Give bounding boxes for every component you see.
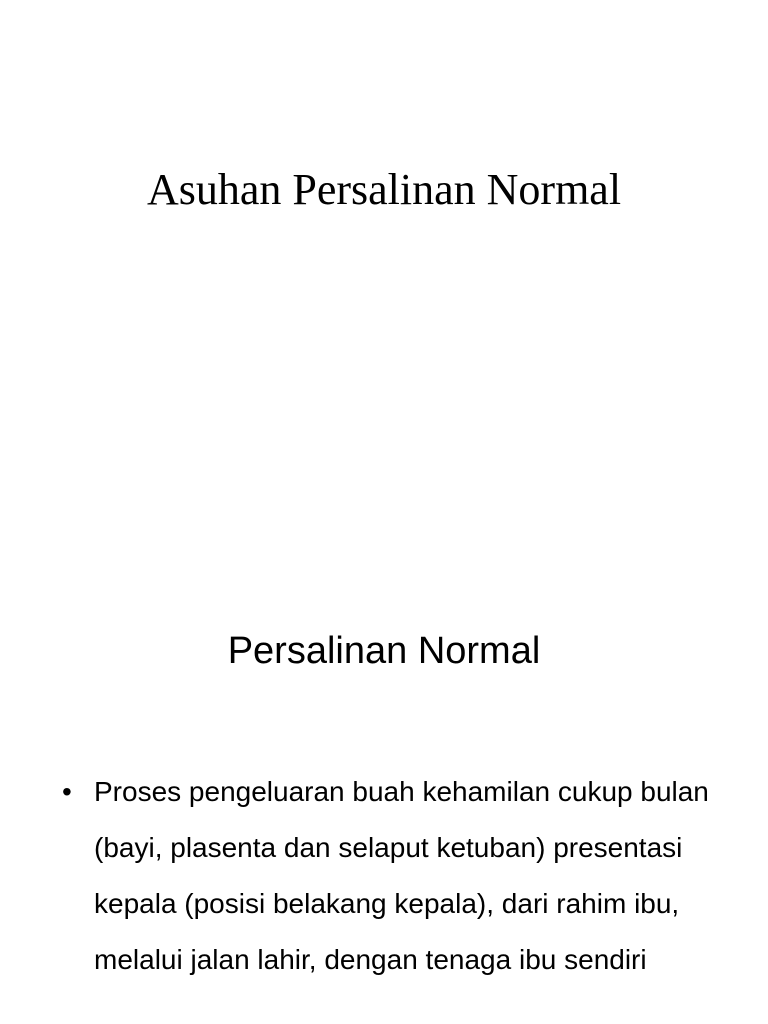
slide-title: Asuhan Persalinan Normal — [146, 165, 622, 214]
slide-2 — [0, 576, 768, 1024]
bullet-list — [62, 764, 722, 988]
bullet-icon: • — [62, 776, 72, 807]
slide-title: Persalinan Normal — [227, 630, 541, 672]
list-item — [62, 764, 722, 988]
bullet-text: Proses pengeluaran buah kehamilan cukup bulan (bayi, plasenta dan selaput ketuban) presentasi kepala (posisi belakang kepala), dari rahim ibu, melalui jalan lahir, dengan tenaga ibu sendiri — [94, 776, 709, 975]
